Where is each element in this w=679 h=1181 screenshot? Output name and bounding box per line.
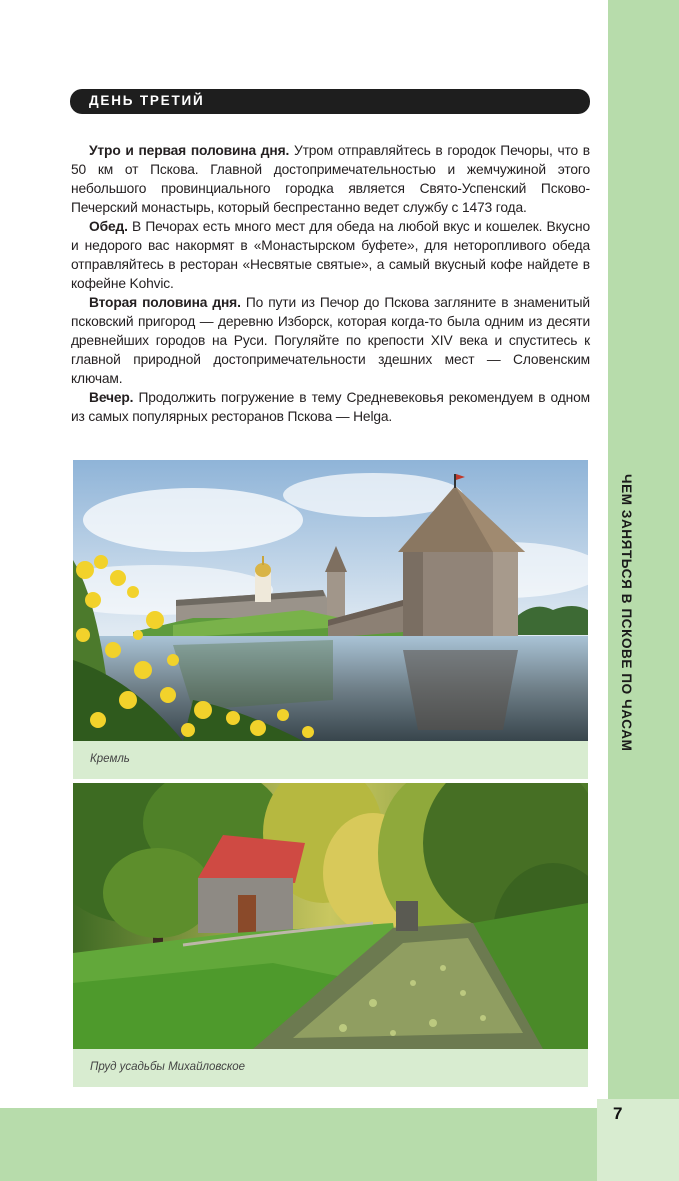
photo-caption: Пруд усадьбы Михайловское: [90, 1061, 246, 1073]
paragraph-text: По пути из Печор до Пскова загляните в знаменитый псковский пригород — деревню Изборск, которая когда-то была одним из десяти древнейших городов на Руси. Погуляйте по крепости XIV века и спуститесь к главной природной достопримечательности здешних мест — Словенским ключам.: [71, 295, 590, 386]
kremlin-photo: [73, 460, 588, 741]
day-header: ДЕНЬ ТРЕТИЙ: [89, 93, 205, 108]
paragraph-lead: Обед.: [89, 219, 128, 234]
paragraph-lead: Утро и первая половина дня.: [89, 143, 290, 158]
photo-caption: Кремль: [90, 753, 130, 765]
paragraph-lead: Вторая половина дня.: [89, 295, 241, 310]
pond-caption-bar: [73, 1049, 588, 1087]
paragraph: [71, 217, 590, 293]
page-number-box: [597, 1099, 679, 1181]
paragraph-lead: Вечер.: [89, 390, 134, 405]
page-number: 7: [613, 1104, 623, 1123]
paragraph-text: В Печорах есть много мест для обеда на любой вкус и кошелек. Вкусно и недорого вас накормят в «Монастырском буфете», для неторопливого обеда отправляйтесь в ресторан «Несвятые святые», а самый вкусный кофе найдете в кофейне Kohvic.: [71, 219, 590, 291]
body-text: [71, 141, 590, 426]
section-title: ЧЕМ ЗАНЯТЬСЯ В ПСКОВЕ ПО ЧАСАМ: [619, 474, 634, 752]
paragraph: [71, 388, 590, 426]
bottom-band: [0, 1108, 679, 1181]
paragraph: [71, 141, 590, 217]
paragraph-text: Утром отправляйтесь в городок Печоры, что в 50 км от Пскова. Главной достопримечательностью и жемчужиной этого небольшого провинциального городка является Свято-Успенский Псково-Печерский монастырь, который беспрестанно ведет службу с 1473 года.: [71, 143, 590, 215]
pond-photo: [73, 783, 588, 1049]
day-header-bar: [70, 89, 590, 114]
kremlin-caption-bar: [73, 741, 588, 779]
paragraph-text: Продолжить погружение в тему Средневековья рекомендуем в одном из самых популярных ресторанов Пскова — Helga.: [71, 390, 590, 424]
paragraph: [71, 293, 590, 388]
